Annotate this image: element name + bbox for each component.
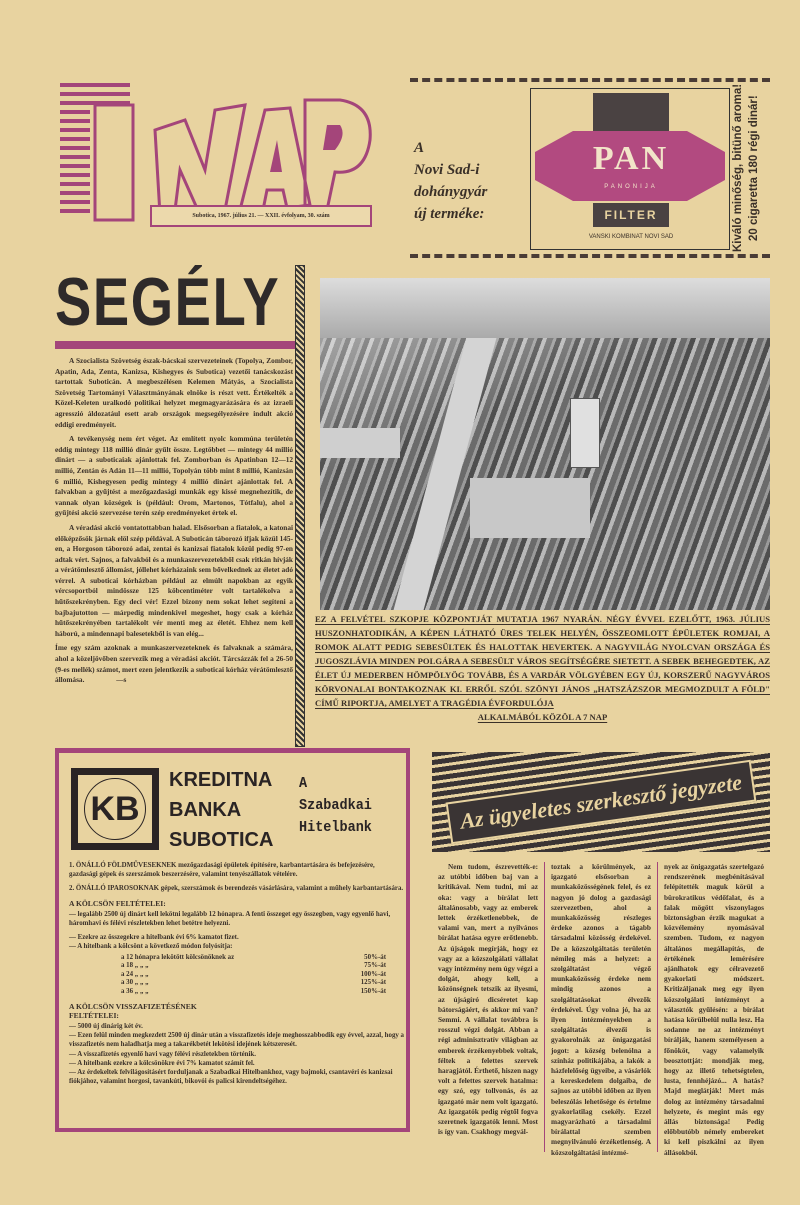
article-paragraph: A tevékenység nem ért véget. Az említett nyolc kommúna területén eddig mintegy 118 millió dinár gyűlt össze. Legtöbbet — mintegy 44 millió dinárt — a suboticaiak ajánlottak fel. Zomborban és Apatinban 12—12 millió, Zentán és Adán 11—11 millió, Topolyán több mint 8 millió, Kanizsán 6 millió, Kishegyesen pedig mintegy 4 millió dinárt ajánlottak fel. A falvakban a gyűjtést a mezőgazdasági munkák egy kissé megnehezítik, de vannak olyan községek is (például: Orom, Martonos, Tótfalu), ahol a gyűjtési akció szervezése terén szép eredményeket értek el. — [55, 434, 293, 518]
photo-empty-lot — [470, 478, 590, 538]
rate-term: a 24 „ „ „ — [121, 970, 149, 978]
column-divider — [295, 265, 305, 747]
section-heading: A KÖLCSÖN VISSZAFIZETÉSÉNEK FELTÉTELEI: — [69, 1001, 197, 1020]
repay-item: — A visszafizetés egyenlő havi vagy félévi részletekben történik. — [69, 1050, 256, 1058]
bank-name-line: KREDITNA — [169, 769, 273, 791]
issue-line: Subotica, 1967. július 21. — XXII. évfolyam, 30. szám — [150, 205, 372, 227]
condition-item: — legalább 2500 új dinárt kell lekötni legalább 12 hónapra. A fenti összeget egy összegben, vagy egyenlő havi, háromhavi és félévi részletekben lehet betétre helyezni. — [69, 910, 391, 928]
bank-hu-line: A — [299, 775, 308, 792]
condition-item: — A hitelbank a kölcsönt a következő módon folyósítja: — [69, 943, 233, 951]
ad-intro-line: A — [414, 140, 425, 156]
rate-row — [121, 962, 386, 971]
loan-item: 2. ÖNÁLLÓ IPAROSOKNAK gépek, szerszámok és berendezés vásárlására, valamint a műhely karbantartására. — [69, 885, 404, 893]
repay-item: — Az érdekeltek felvilágosításért forduljanak a Szabadkai Hitelbankhoz, vagy bajmoki, csantavéri és kanizsai fiókjához, valamint horgosi, tavankúti, bikovói és palicsi kirendeltségéhez. — [69, 1069, 393, 1086]
repay-item: — 5000 új dinárig két év. — [69, 1023, 143, 1030]
rate-value: 150%-át — [360, 988, 386, 995]
bank-ad — [55, 748, 410, 1132]
bank-ad-body — [69, 861, 404, 1091]
photo-building — [570, 398, 600, 468]
rate-term: a 30 „ „ „ — [121, 979, 149, 987]
ad-intro-line: dohánygyár — [414, 184, 488, 200]
rate-term: a 12 hónapra lekötött kölcsönöknek az — [121, 953, 235, 961]
column-text: Nem tudom, észrevették-e: az utóbbi időben baj van a kritikával. Nem tudni, mi az oka: vagy a bírálat lett általánosabb, vagy az emberek lettek érzéketlenebbek, de valami van, mert a nyilvános bírálat hatása egyre erőtlenebb. Az újságok megírják, hogy ez vagy az a közszolgálati vállalat vagy intézmény nem úgy végzi a dolgát, ahogy kell, a közönségnek tetszik az ilyesmi, az újságíró dicséretet kap bátorságáért, és akkor mi van? Semmi. A vállalat továbbra is rosszul végzi dolgát. Abban a régi adminisztratív világban az emberek érzékenyebbek voltak, féltek a felettes szervek haragjától. Érthető, hiszen nagy volt a felettes szervek hatalma: egy szó, egy tollvonás, és az igazgató már nem volt igazgató. Az igazgatók pedig régtől fogva szeretnek igazgatók lenni. Most is így van. Csakhogy megvál- — [438, 862, 538, 1137]
article-headline: SEGÉLY — [55, 264, 281, 340]
crest-icon — [593, 93, 669, 133]
repay-item: — A hitelbank ezekre a kölcsönökre évi 7% kamatot számít fel. — [69, 1059, 255, 1067]
headline-box — [55, 262, 293, 342]
brand-name: PAN — [592, 140, 670, 177]
rate-value: 125%-át — [360, 979, 386, 987]
photo-building — [320, 428, 400, 458]
rate-term: a 18 „ „ „ — [121, 962, 149, 970]
column-text: nyek az önigazgatás szertelgazó rendszerének megbénításával felépítették maguk körül a bürokratikus védőfalat, és a falak mögött viszonylagos biztonságban érzik magukat a közvélemény nyomásával szemben. Tudom, ez nagyon általános megállapítás, de értékének lemérésére ajánlhatok egy célravezető gyakorlati módszert. Kritizáljanak meg egy ilyen közszolgálati intézményt a választók gyűlésén: a bírálat hatása körülbelül nulla lesz. Ha sodanne ne az intézményt bírálják, hanem személyesen a főnököt, vagy valamelyik beosztottját: mondják meg, hogy az illető tehetségtelen, lusta, fennhéjázó... A hatás? Majd meglátják! Mert más dolog az intézmény társadalmi helyzete, és megint más egy állás biztonsága! Pedig előbbutóbb némely embereket ki kell piszkálni az ilyen állásokból. — [664, 862, 764, 1157]
article-paragraph: A Szocialista Szövetség észak-bácskai szervezeteinek (Topolya, Zombor, Apatin, Ada, Zenta, Kanizsa, Kishegyes és Subotica) vezetői tanácskozást tartottak Suboticán. A megbeszélésen Kelemen Mátyás, a Szocialista Szövetség Tartományi Választmányának elnöke is részt vett. Értékelték a Közel-Keleten uralkodó politikai helyzet megmagyarázására és az izraeli agresszió áldozatául esett arab országok megsegélyezésére indult akció eddigi eredményeit. — [55, 356, 293, 429]
editor-note-title: Az ügyeletes szerkesztő jegyzete — [446, 760, 757, 844]
condition-item: — Ezekre az összegekre a hitelbank évi 6% kamatot fizet. — [69, 934, 239, 942]
rate-row — [121, 988, 386, 997]
slogan-line: Kiváló minőség, bitünő aroma! — [732, 83, 744, 253]
rate-row — [121, 979, 386, 988]
text-column — [432, 862, 544, 1152]
bank-name — [169, 765, 273, 855]
photo-caption — [315, 612, 770, 724]
ad-intro — [414, 137, 524, 225]
article-paragraph: A véradási akció vontatottabban halad. Elsősorban a fiatalok, a katonai előképzősök járnak elöl szép példával. A Suboticán táborozó ifjak közül 145-en, a Horgoson táborozó adai, zentai és kanizsai fiatalok közül pedig 97-en adtak vért. Sajnos, a falvakból és a munkaszervezetekből csak ritkán hívják a vérátömlesztő állomást, jóllehet kórházaink sem bővelkednek az életet adó vérrel. A suboticai kórházban például az elmúlt napokban az egyik vércsoportból mindössze 125 köbcentiméter volt tartalékolva a hűtőszekrényben. Egy deci vér! Ezzel bizony nem sokat lehet segíteni a bajbajutotton — márpedig mindenkivel megeshet, hogy csak a kórház hűtőszekrényében tartalékolt vér menti meg az életét. Ehhez nem kell háború, a mindennapi balesetekből is van elég... — [55, 522, 293, 638]
photo-sky-haze — [320, 278, 770, 338]
pan-cigarette-ad — [410, 78, 770, 258]
ad-intro-line: új terméke: — [414, 206, 485, 222]
article-paragraph: Íme egy szám azoknak a munkaszervezeteknek és falvaknak a számára, ahol a közeljövőben szervezik meg a véradási akciót. Tárcsázzák fel a 26-50 (9-es mellék) számot, mert ezen jelentkezik a suboticai kórház vérátömlesztő állomása. — [55, 643, 293, 685]
headline-rule — [55, 341, 295, 349]
rates-table — [121, 954, 386, 997]
column-text: toztak a körülmények, az igazgató elsősorban a munkaközösségének felel, és ez nagyon jó dolog a gazdasági szervezetben, ahol a munkaközösség részleges érdeke azonos a tágabb társadalmi közösség érdekével. De a közszolgáltatás területén némileg más a helyzet: a szolgáltatást végző munkaközösség érdeke nem mindig azonos a szolgáltatásokat élvezők érdekével. Úgy volna jó, ha az ilyen intézményekben a szolgáltatás élvezői is gyakorolnák az önigazgatási jogot: a község belenólna a színház politikájába, a lakók a házfelelőség ügyeibe, a vásárlók a kereskedelem dolgaiba, de sajnos az utóbbi időben az ilyen beleszólás lehetősége és értelme gyakorlatilag csekély. Ezzel magyarázható a társadalmi bírálattal szemben megnyilvánuló érzéketlenség. A közszolgáltatási intézmé- — [551, 862, 651, 1157]
section-heading: A KÖLCSÖN FELTÉTELEI: — [69, 898, 166, 908]
sub-brand: PANONIJA — [604, 184, 658, 190]
caption-text: EZ A FELVÉTEL SZKOPJE KÖZPONTJÁT MUTATJA 1967 NYARÁN. NÉGY ÉVVEL EZELŐTT, 1963. JÚLIUS HUSZONHATODIKÁN, A KÉPEN LÁTHATÓ ÜRES TELEK HELYÉN, ÖSSZEOMLOTT ÉPÜLETEK ROMJAI, A ROMOK ALATT PEDIG SEBESÜLTEK ÉS HALOTTAK HEVERTEK. A NAGYVILÁG NYOLCVAN ORSZÁGA ÉS JUGOSZLÁVIA MINDEN POLGÁRA A SEBESÜLT VÁROS SEGÍTSÉGÉRE SIETETT. A SEBEK BEHEGEDTEK, AZ ÉLET ÚJ MEDERBEN HÖMPÖLYÖG TOVÁBB, ÉS A VARDÁR VÖLGYÉBEN EGY ÚJ, KORSZERŰ NAGYVÁROS KÖRVONALAI BONTAKOZNAK KI. ERRŐL SZÓL SZÖNYI JÁNOS „HATSZÁZSZOR MEGMOZDULT A FÖLD" CÍMŰ RIPORTJA, AMELYET A TRAGÉDIA ÉVFORDULÓJA — [315, 614, 770, 708]
editor-note-banner — [432, 752, 770, 852]
text-column — [657, 862, 770, 1157]
logo-letters: KB — [84, 778, 146, 840]
slogan-line: 20 cigaretta 180 régi dinár! — [748, 95, 760, 241]
rate-row — [121, 971, 386, 980]
ad-slogan — [730, 82, 768, 254]
text-column — [544, 862, 657, 1157]
filter-label: FILTER — [593, 203, 669, 227]
bank-name-line: SUBOTICA — [169, 829, 274, 851]
rate-value: 100%-át — [360, 970, 386, 978]
bank-logo-icon — [71, 768, 159, 850]
bank-name-line: BANKA — [169, 799, 242, 821]
rate-row — [121, 954, 386, 963]
rate-term: a 36 „ „ „ — [121, 988, 149, 995]
article-body — [55, 356, 293, 686]
repay-item: — Ezen felül minden megkezdett 2500 új dinár után a visszafizetés ideje meghosszabbodik egy évvel, azzal, hogy a visszafizetés nem haladhatja meg a takarékbetét lekötési idejének kétszeresét. — [69, 1032, 405, 1049]
loan-item: 1. ÖNÁLLÓ FÖLDMŰVESEKNEK mezőgazdasági épületek építésére, karbantartására és befejezésére, gazdasági gépek és szerszámok beszerzésére, valamint tenyészállatok vételére. — [69, 862, 375, 879]
rate-value: 75%-át — [364, 962, 386, 970]
article-signature: —s — [116, 675, 127, 685]
caption-text-last: ALKALMÁBÓL KÖZÖL A 7 NAP — [477, 712, 608, 722]
rate-value: 50%-át — [364, 953, 386, 961]
aerial-photo-skopje — [320, 278, 770, 610]
ad-intro-line: Novi Sad-i — [414, 162, 480, 178]
bank-hu-line: Hitelbank — [299, 819, 372, 836]
bank-name-hungarian — [299, 773, 372, 839]
bank-hu-line: Szabadkai — [299, 797, 372, 814]
cigarette-pack — [530, 88, 730, 250]
maker-label: VANSKI KOMBINAT NOVI SAD — [588, 234, 674, 240]
editor-note-body — [432, 862, 770, 1157]
photo-road — [394, 338, 497, 610]
